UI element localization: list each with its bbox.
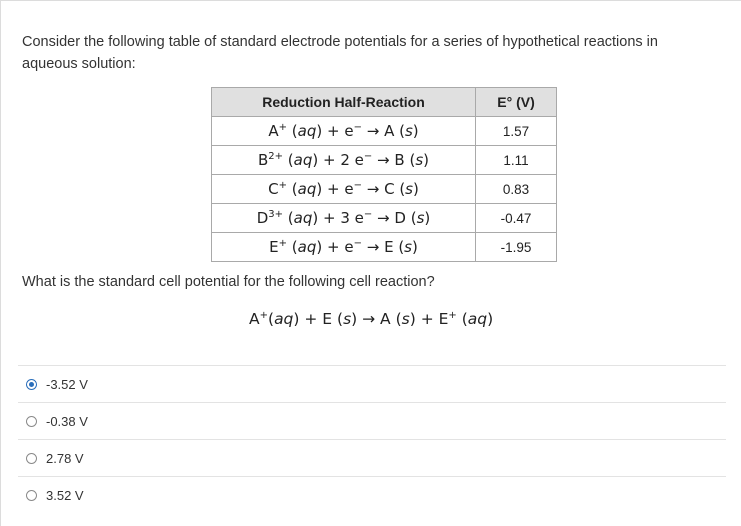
question-intro: Consider the following table of standard electrode potentials for a series of hypothetical reactions in aqueous solution: <box>22 34 658 72</box>
potential-value: -0.47 <box>476 204 557 233</box>
reactant-ion: A <box>249 310 260 329</box>
radio-unselected-icon[interactable] <box>26 490 37 501</box>
electron-coefficient: 2 <box>340 151 355 169</box>
ion-symbol: C <box>268 180 279 198</box>
answer-choice-label: 2.78 V <box>46 450 84 466</box>
radio-unselected-icon[interactable] <box>26 453 37 464</box>
header-potential: E° (V) <box>476 88 557 117</box>
half-reaction-cell: C+ (aq) + e− → C (s) <box>212 175 476 204</box>
answer-choice[interactable] <box>18 365 726 402</box>
product-metal: A <box>380 310 391 329</box>
ion-charge: 3+ <box>268 209 284 220</box>
answer-choice-label: -0.38 V <box>46 413 88 429</box>
electrode-potentials-table <box>211 87 557 262</box>
metal-symbol: B <box>394 151 405 169</box>
electron-coefficient: 3 <box>340 209 355 227</box>
answer-choice-label: -3.52 V <box>46 376 88 392</box>
answer-choice[interactable] <box>18 402 726 439</box>
table-row <box>212 117 557 146</box>
answer-choice-label: 3.52 V <box>46 487 84 503</box>
product-ion-charge: + <box>448 310 457 321</box>
metal-symbol: D <box>394 209 406 227</box>
cell-reaction-equation: A+(aq) + E (s) → A (s) + E+ (aq) <box>249 310 494 329</box>
ion-charge: + <box>278 238 288 249</box>
table-row <box>212 233 557 262</box>
answer-choice[interactable] <box>18 439 726 476</box>
question-text: What is the standard cell potential for the following cell reaction? <box>22 274 435 290</box>
radio-unselected-icon[interactable] <box>26 416 37 427</box>
metal-symbol: E <box>384 238 394 256</box>
ion-charge: + <box>278 180 288 191</box>
table-row <box>212 175 557 204</box>
potential-value: 0.83 <box>476 175 557 204</box>
ion-charge: + <box>278 122 288 133</box>
ion-charge: 2+ <box>268 151 284 162</box>
half-reaction-cell: $D^{3+}$ (aq) + 3 e− → D (s) <box>212 204 476 233</box>
metal-symbol: A <box>384 122 395 140</box>
header-half-reaction: Reduction Half-Reaction <box>212 88 476 117</box>
potential-value: -1.95 <box>476 233 557 262</box>
reactant-ion-charge: + <box>259 310 268 321</box>
table-body <box>212 117 557 262</box>
product-ion: E <box>438 310 449 329</box>
ion-symbol: B <box>257 151 269 169</box>
reactant-metal: E <box>322 310 333 329</box>
ion-symbol: D <box>256 209 269 227</box>
half-reaction-cell: $B^{2+}$ (aq) + 2 e− → B (s) <box>212 146 476 175</box>
ion-symbol: E <box>269 238 279 256</box>
potential-value: 1.57 <box>476 117 557 146</box>
potential-value: 1.11 <box>476 146 557 175</box>
half-reaction-cell: E+ (aq) + e− → E (s) <box>212 233 476 262</box>
metal-symbol: C <box>384 180 395 198</box>
answer-choices <box>18 365 726 513</box>
table-row <box>212 146 557 175</box>
ion-symbol: A <box>268 122 279 140</box>
half-reaction-cell: A+ (aq) + e− → A (s) <box>212 117 476 146</box>
answer-choice[interactable] <box>18 476 726 513</box>
table-header-row <box>212 88 557 117</box>
radio-selected-icon[interactable] <box>26 379 37 390</box>
table-row <box>212 204 557 233</box>
